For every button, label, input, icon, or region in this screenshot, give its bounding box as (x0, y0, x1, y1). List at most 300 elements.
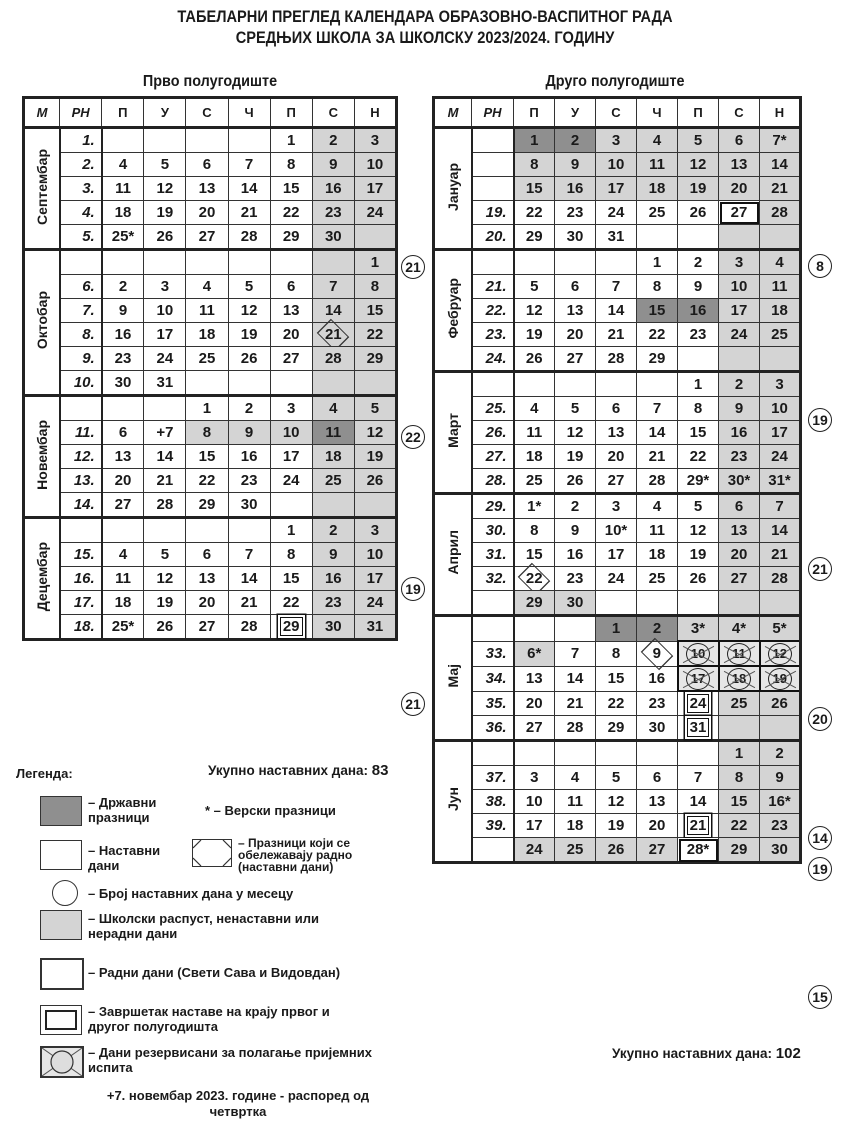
week-number: 1. (60, 128, 102, 153)
day-cell (144, 177, 186, 201)
day-cell (228, 591, 270, 615)
day-cell (228, 396, 270, 421)
day-cell (144, 323, 186, 347)
month-label-cell (24, 128, 60, 250)
day-number: 28 (771, 570, 788, 587)
month-label-cell (24, 518, 60, 640)
day-number: 24 (525, 841, 543, 858)
day-number: 13 (607, 424, 625, 441)
week-number (472, 128, 514, 153)
month-name: Децембар (33, 541, 50, 612)
day-cell (354, 543, 396, 567)
day-cell (354, 396, 396, 421)
day-cell (186, 275, 228, 299)
legend-teaching-days-count: – Број наставних дана у месецу (88, 886, 294, 901)
day-cell (637, 616, 678, 642)
day-number: +7 (156, 424, 174, 441)
day-cell (102, 567, 144, 591)
day-number: 1 (530, 132, 539, 149)
day-cell (186, 591, 228, 615)
day-cell (354, 153, 396, 177)
day-number: 10 (730, 278, 748, 295)
day-cell (760, 323, 801, 347)
column-header: Н (760, 98, 801, 128)
day-number: 8 (287, 546, 296, 563)
day-cell (760, 421, 801, 445)
day-cell (719, 469, 760, 494)
day-number: 12 (525, 302, 543, 319)
day-cell (354, 225, 396, 250)
day-number: 19 (607, 817, 625, 834)
week-row (434, 177, 801, 201)
day-cell (760, 814, 801, 838)
day-cell (354, 347, 396, 371)
day-number: 23 (648, 694, 666, 712)
day-cell (354, 445, 396, 469)
month-name: Фебруар (444, 278, 461, 339)
day-cell (270, 543, 312, 567)
day-number: 28 (566, 719, 584, 736)
day-number: 16 (114, 326, 132, 343)
day-cell (270, 299, 312, 323)
day-cell (678, 666, 719, 691)
day-number: 24 (687, 694, 710, 713)
day-cell (354, 567, 396, 591)
day-cell (637, 790, 678, 814)
day-number: 12 (768, 643, 792, 665)
day-cell (270, 153, 312, 177)
day-cell (144, 299, 186, 323)
day-number: 5 (570, 400, 580, 417)
day-number: 2 (329, 132, 338, 149)
day-number: 25* (111, 228, 135, 245)
day-cell (596, 201, 637, 225)
day-cell (228, 201, 270, 225)
day-cell (228, 275, 270, 299)
day-number: 26 (607, 841, 625, 858)
day-number: 2 (118, 278, 128, 295)
day-cell (678, 372, 719, 397)
document-title-line1: ТАБЕЛАРНИ ПРЕГЛЕД КАЛЕНДАРА ОБРАЗОВНО-ВАСПИТНОГ РАДА (177, 7, 673, 26)
day-number: 21 (771, 546, 788, 563)
week-row (434, 741, 801, 766)
day-cell (719, 177, 760, 201)
week-row (24, 518, 397, 543)
day-cell (514, 347, 555, 372)
day-number: 7 (570, 645, 580, 662)
day-number: 5 (530, 278, 539, 295)
day-number: 9 (734, 400, 744, 417)
day-number: 19 (689, 180, 707, 197)
day-number: 29 (280, 617, 303, 636)
day-cell (228, 469, 270, 493)
day-cell (312, 469, 354, 493)
day-cell (555, 838, 596, 863)
day-cell (144, 445, 186, 469)
day-number: 10 (686, 643, 710, 665)
day-number: 29 (607, 719, 625, 736)
day-cell (637, 372, 678, 397)
day-number: 19 (768, 668, 792, 690)
day-number: 22 (730, 817, 748, 834)
day-number: 17 (771, 424, 788, 441)
day-cell (760, 372, 801, 397)
day-cell (514, 666, 555, 691)
week-number: 29. (472, 494, 514, 519)
day-number: 18 (648, 546, 666, 563)
day-cell (719, 299, 760, 323)
month-label-cell (434, 372, 472, 494)
day-number: 13 (730, 522, 748, 539)
day-number: 15 (282, 180, 300, 197)
second-semester-table (432, 96, 802, 864)
day-cell (719, 347, 760, 372)
day-cell (354, 371, 396, 396)
day-number: 11 (727, 643, 751, 665)
day-cell (270, 371, 312, 396)
day-cell (144, 275, 186, 299)
day-cell (596, 790, 637, 814)
day-number: 13 (566, 302, 584, 319)
week-row (434, 201, 801, 225)
day-number: 24 (607, 204, 625, 221)
day-cell (144, 128, 186, 153)
day-cell (596, 421, 637, 445)
day-number: 22 (366, 326, 384, 343)
day-number: 18 (114, 594, 132, 611)
day-number: 3 (775, 376, 784, 393)
day-number: 23 (771, 817, 788, 834)
day-number: 16 (730, 424, 748, 441)
day-cell (514, 275, 555, 299)
day-cell (144, 518, 186, 543)
week-row (24, 371, 397, 396)
day-cell (102, 591, 144, 615)
day-number: 22 (525, 204, 543, 221)
month-label-cell (24, 250, 60, 396)
week-number: 24. (472, 347, 514, 372)
day-cell (596, 347, 637, 372)
day-cell (312, 615, 354, 640)
day-cell (596, 275, 637, 299)
day-cell (760, 153, 801, 177)
day-number: 20 (198, 204, 216, 221)
day-number: 25 (648, 570, 666, 587)
day-number: 27 (730, 204, 748, 221)
day-number: 20 (198, 594, 216, 611)
week-row (24, 567, 397, 591)
day-cell (186, 543, 228, 567)
month-teaching-days-count: 14 (808, 826, 832, 850)
day-number: 28 (156, 496, 174, 513)
day-number: 21 (240, 204, 258, 221)
day-number: 13 (730, 156, 748, 173)
day-number: 22 (648, 326, 666, 343)
column-header: Ч (228, 98, 270, 128)
day-number: 17 (366, 180, 384, 197)
day-cell (678, 128, 719, 153)
month-label-cell (434, 494, 472, 616)
day-cell (270, 250, 312, 275)
day-cell (354, 323, 396, 347)
week-row (24, 153, 397, 177)
day-number: 14 (324, 302, 342, 319)
day-cell (102, 543, 144, 567)
day-cell (555, 766, 596, 790)
day-cell (555, 225, 596, 250)
day-cell (760, 543, 801, 567)
week-row (434, 591, 801, 616)
day-cell (596, 299, 637, 323)
day-number: 27 (198, 618, 216, 635)
day-cell (555, 201, 596, 225)
day-number: 25 (525, 472, 543, 489)
day-number: 6 (202, 546, 212, 563)
day-cell (760, 445, 801, 469)
day-cell (102, 225, 144, 250)
day-number: 9 (693, 278, 703, 295)
day-number: 6* (527, 645, 542, 662)
day-number: 14 (240, 570, 258, 587)
week-number: 33. (472, 641, 514, 666)
day-number: 31 (156, 374, 174, 391)
day-cell (760, 641, 801, 666)
week-number: 13. (60, 469, 102, 493)
day-number: 24 (607, 570, 625, 587)
day-number: 2 (775, 745, 784, 762)
day-number: 17 (525, 817, 543, 834)
week-number: 8. (60, 323, 102, 347)
day-number: 31 (607, 228, 625, 245)
day-number: 1 (611, 620, 621, 638)
day-number: 4 (329, 400, 338, 417)
day-number: 20 (648, 817, 666, 834)
column-header: С (312, 98, 354, 128)
day-number: 7 (244, 546, 254, 563)
week-number: 31. (472, 543, 514, 567)
day-cell (186, 225, 228, 250)
day-number: 8 (530, 156, 539, 173)
day-number: 28 (607, 350, 625, 367)
legend-teaching-day-swatch (40, 840, 82, 870)
day-number: 12 (156, 180, 174, 197)
day-cell (678, 347, 719, 372)
day-cell (678, 591, 719, 616)
column-header: Н (354, 98, 396, 128)
day-cell (228, 128, 270, 153)
day-number: 27 (607, 472, 625, 489)
day-number: 18 (566, 817, 584, 834)
day-number: 17 (686, 668, 710, 690)
week-row (434, 766, 801, 790)
day-number: 6 (570, 278, 580, 295)
day-cell (596, 543, 637, 567)
day-cell (228, 323, 270, 347)
day-number: 29 (525, 228, 543, 245)
day-number: 25* (111, 618, 135, 635)
day-cell (637, 201, 678, 225)
day-cell (555, 128, 596, 153)
day-cell (102, 250, 144, 275)
week-number: 17. (60, 591, 102, 615)
day-number: 23 (566, 204, 584, 221)
day-cell (678, 543, 719, 567)
day-cell (596, 666, 637, 691)
month-teaching-days-count: 21 (401, 255, 425, 279)
week-row (434, 543, 801, 567)
day-cell (102, 201, 144, 225)
week-number (472, 250, 514, 275)
day-number: 2 (734, 376, 744, 393)
day-cell (596, 591, 637, 616)
day-number: 27 (114, 496, 132, 513)
day-cell (270, 177, 312, 201)
day-cell (186, 347, 228, 371)
day-number: 1* (527, 498, 542, 515)
week-number: 28. (472, 469, 514, 494)
day-cell (555, 445, 596, 469)
day-number: 8 (734, 769, 744, 786)
day-cell (228, 299, 270, 323)
column-header: РН (60, 98, 102, 128)
day-number: 24 (771, 448, 788, 465)
day-cell (102, 323, 144, 347)
day-cell (354, 177, 396, 201)
day-cell (719, 494, 760, 519)
day-number: 16 (689, 302, 707, 319)
week-row (434, 616, 801, 642)
day-number: 5 (693, 498, 703, 515)
week-number: 7. (60, 299, 102, 323)
day-cell (186, 323, 228, 347)
day-cell (637, 766, 678, 790)
day-number: 31 (366, 618, 384, 635)
day-number: 23 (324, 594, 342, 611)
week-number (472, 591, 514, 616)
week-number: 6. (60, 275, 102, 299)
day-cell (144, 591, 186, 615)
day-cell (354, 250, 396, 275)
day-number: 7 (244, 156, 254, 173)
day-number: 21 (687, 816, 710, 835)
day-number: 25 (648, 204, 666, 221)
legend-state-holidays: – Државни празници (88, 795, 157, 825)
day-number: 11 (526, 424, 543, 441)
day-cell (514, 567, 555, 591)
day-cell (514, 519, 555, 543)
day-number: 12 (156, 570, 174, 587)
day-number: 13 (198, 180, 216, 197)
day-number: 26 (156, 618, 174, 635)
week-row (24, 201, 397, 225)
day-cell (228, 445, 270, 469)
week-row (434, 716, 801, 741)
day-number: 7 (693, 769, 703, 786)
legend-entrance-exams-swatch (40, 1046, 84, 1078)
day-cell (312, 225, 354, 250)
day-number: 23 (114, 350, 132, 367)
column-header: П (270, 98, 312, 128)
day-cell (596, 838, 637, 863)
day-cell (637, 716, 678, 741)
day-number: 26 (156, 228, 174, 245)
day-cell (555, 790, 596, 814)
day-cell (312, 177, 354, 201)
day-cell (270, 591, 312, 615)
week-number: 10. (60, 371, 102, 396)
week-row (24, 250, 397, 275)
day-cell (760, 691, 801, 716)
day-number: 12 (240, 302, 258, 319)
day-cell (555, 177, 596, 201)
day-cell (678, 691, 719, 716)
day-number: 21 (324, 326, 342, 343)
day-cell (228, 493, 270, 518)
day-number: 8 (202, 424, 212, 441)
exam-circle-icon (42, 1048, 82, 1076)
week-number (472, 616, 514, 642)
day-cell (596, 814, 637, 838)
day-number: 28 (240, 618, 258, 635)
week-number: 39. (472, 814, 514, 838)
day-cell (555, 494, 596, 519)
day-cell (228, 177, 270, 201)
day-number: 12 (566, 424, 584, 441)
day-number: 5 (244, 278, 254, 295)
day-number: 8 (530, 522, 539, 539)
day-number: 18 (771, 302, 788, 319)
month-label-cell (434, 128, 472, 250)
day-number: 11 (649, 156, 665, 173)
day-number: 2 (329, 522, 338, 539)
day-number: 6 (611, 400, 621, 417)
day-cell (555, 153, 596, 177)
day-cell (596, 153, 637, 177)
day-cell (144, 347, 186, 371)
legend-working-holidays: – Празници који се обележавају радно (наставни дани) (238, 836, 353, 874)
day-cell (719, 543, 760, 567)
week-row (434, 814, 801, 838)
day-cell (514, 543, 555, 567)
day-number: 22 (689, 448, 707, 465)
day-cell (760, 616, 801, 642)
day-number: 27 (282, 350, 300, 367)
day-number: 28 (648, 472, 666, 489)
day-number: 3 (160, 278, 170, 295)
day-number: 24 (282, 472, 300, 489)
week-row (24, 128, 397, 153)
day-number: 24 (156, 350, 174, 367)
day-number: 21 (156, 472, 174, 489)
day-number: 15 (689, 424, 707, 441)
day-number: 13 (525, 670, 543, 687)
day-cell (270, 347, 312, 371)
day-cell (102, 153, 144, 177)
day-number: 6 (118, 424, 128, 441)
day-cell (270, 396, 312, 421)
day-number: 6 (652, 769, 662, 786)
day-cell (555, 741, 596, 766)
month-teaching-days-count: 8 (808, 254, 832, 278)
day-cell (228, 153, 270, 177)
day-cell (102, 299, 144, 323)
day-cell (270, 445, 312, 469)
day-cell (514, 838, 555, 863)
day-cell (186, 153, 228, 177)
day-number: 4 (118, 156, 128, 173)
day-number: 21 (607, 326, 625, 343)
day-number: 22 (282, 204, 300, 221)
